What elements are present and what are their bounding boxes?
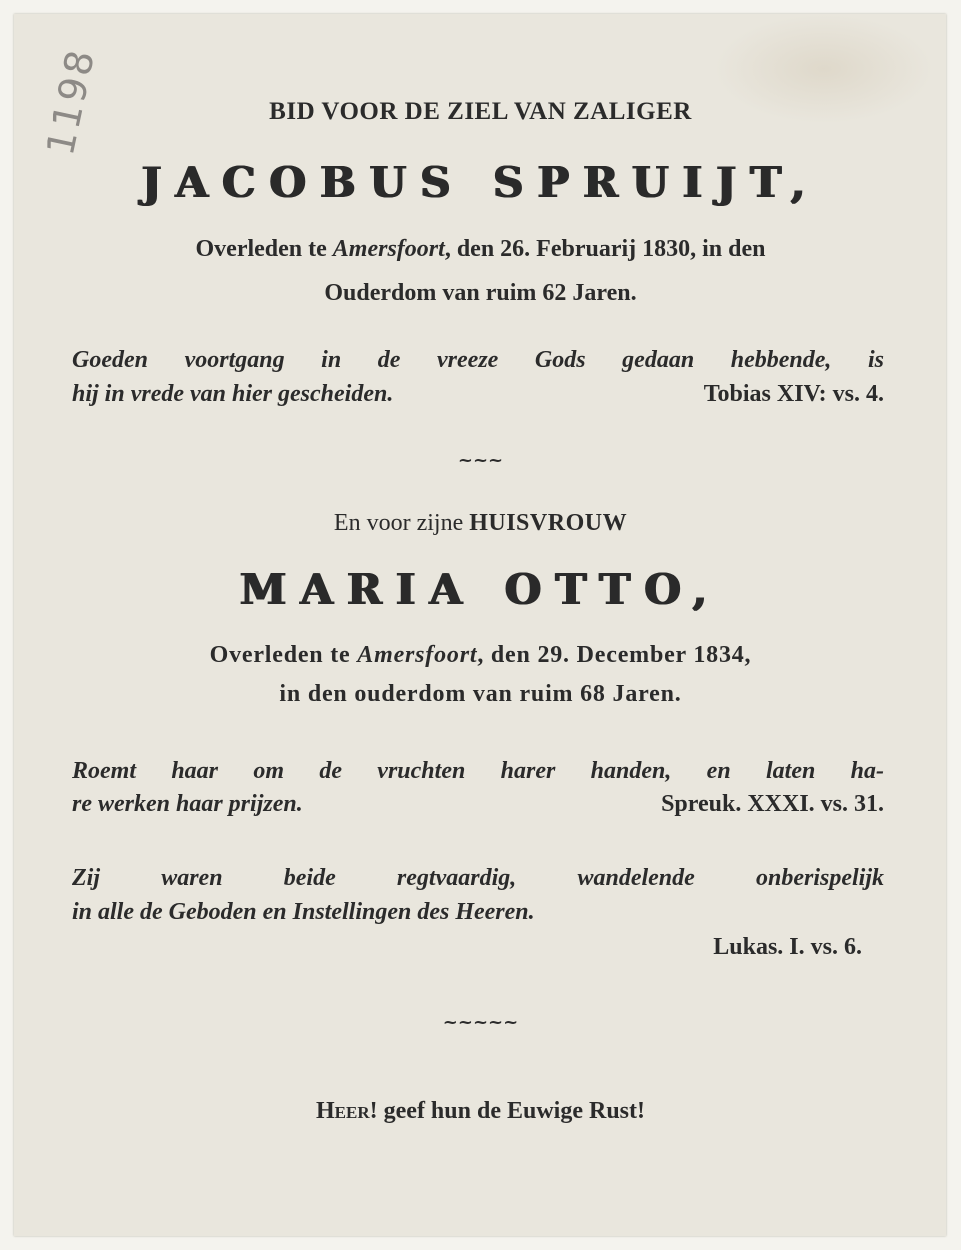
first-name: JACOBUS SPRUIJT, [141, 158, 820, 207]
first-quote-line-1: Goeden voortgang in de vreeze Gods gedaan hebbende, is [72, 347, 884, 373]
handwritten-number: 1198 [38, 43, 104, 160]
shared-quote-line-1: Zij waren beide regtvaardig, wandelende onberispelijk [72, 865, 884, 891]
closing-line: Heer! geef hun de Euwige Rust! [316, 1098, 645, 1124]
shared-quote-ref: Lukas. I. vs. 6. [713, 934, 862, 960]
ornament-divider-2: ~~~~~ [442, 1012, 519, 1033]
second-death-line-1: Overleden te Amersfoort, den 29. December 1834, [209, 642, 752, 668]
first-quote-ref: Tobias XIV: vs. 4. [703, 381, 884, 407]
second-quote-line-1: Roemt haar om de vruchten harer handen, en laten ha- [72, 758, 884, 784]
first-death-line-1: Overleden te Amersfoort, den 26. Februarij 1830, in den [195, 236, 766, 262]
first-header: BID VOOR DE ZIEL VAN ZALIGER [269, 98, 692, 125]
first-quote-line-2: hij in vrede van hier gescheiden. Tobias XIV: vs. 4. [72, 381, 884, 407]
first-death-line-2: Ouderdom van ruim 62 Jaren. [324, 280, 637, 306]
second-header: En voor zijne HUISVROUW [333, 510, 628, 536]
shared-quote-line-2: in alle de Geboden en Instellingen des Heeren. [72, 899, 535, 925]
second-quote-ref: Spreuk. XXXI. vs. 31. [661, 791, 884, 817]
second-death-line-2: in den ouderdom van ruim 68 Jaren. [279, 681, 682, 707]
second-name: MARIA OTTO, [239, 565, 722, 614]
ornament-divider-1: ~~~ [457, 450, 504, 471]
second-quote-line-2: re werken haar prijzen. Spreuk. XXXI. vs. 31. [72, 791, 884, 817]
